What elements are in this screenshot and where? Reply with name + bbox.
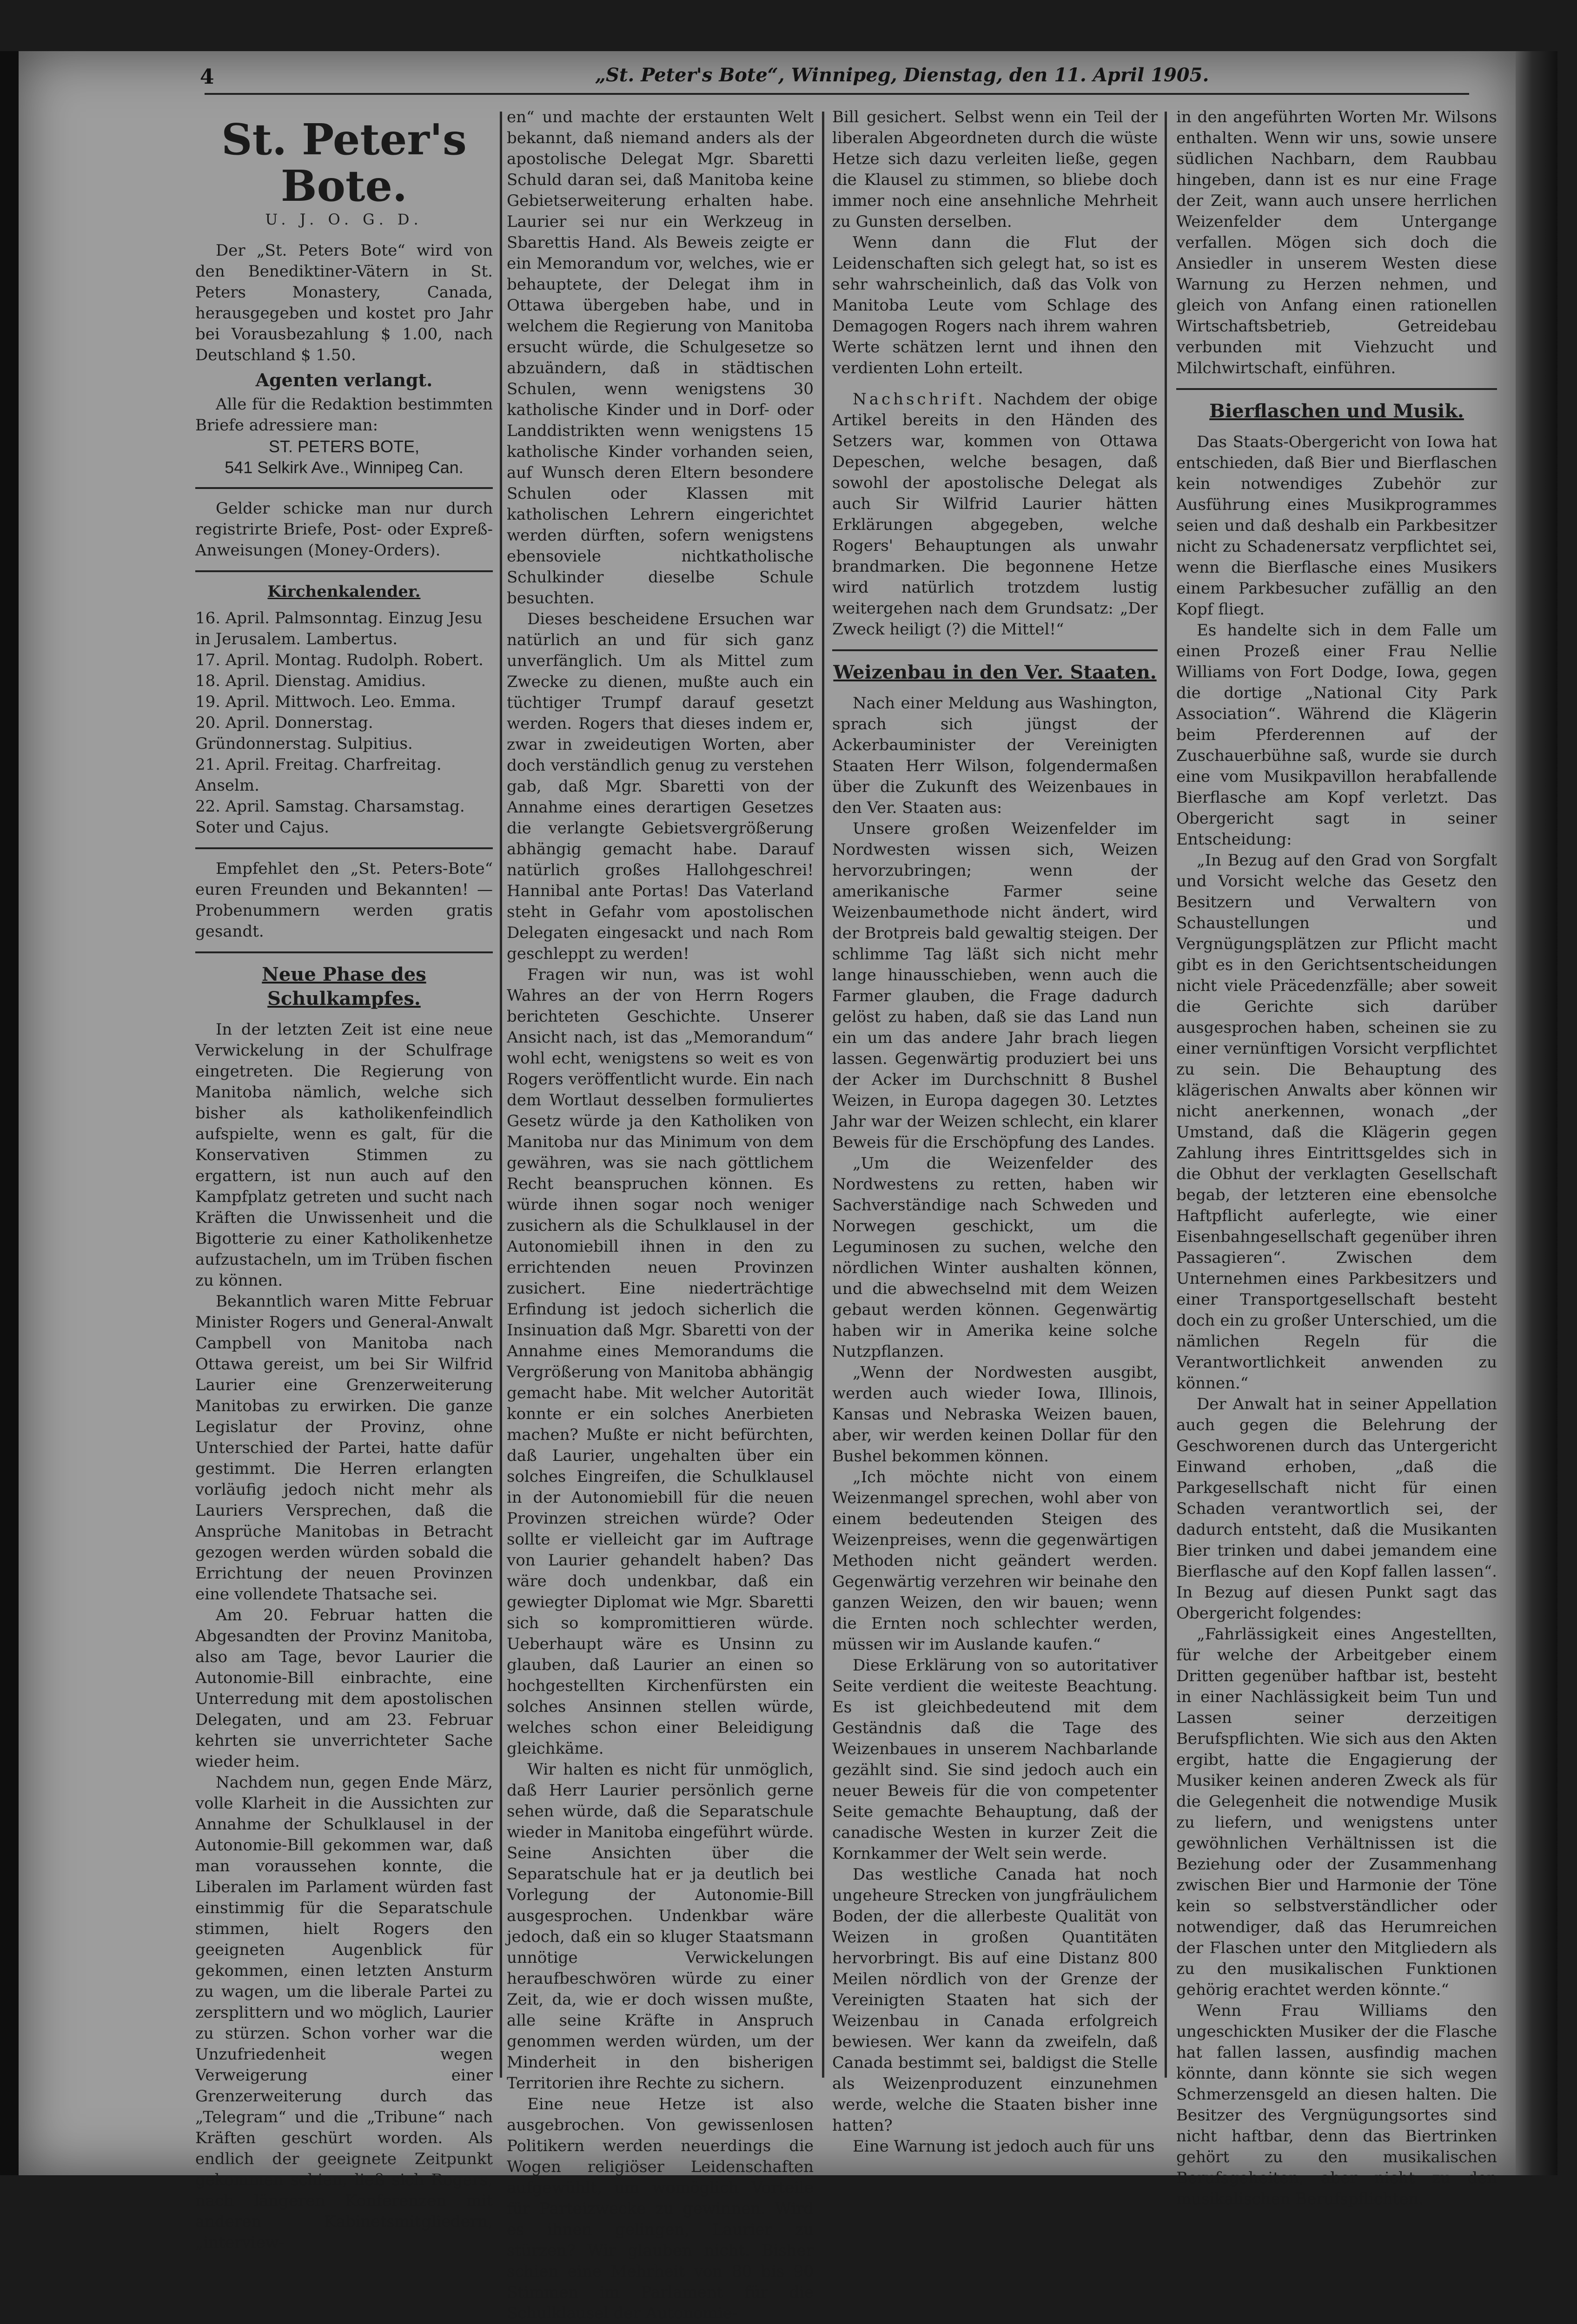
divider <box>195 951 493 953</box>
column-3 <box>832 107 1158 2156</box>
calendar-entry: 22. April. Samstag. Charsamstag. Soter und Cajus. <box>195 797 465 837</box>
calendar-entry: 21. April. Freitag. Charfreitag. Anselm. <box>195 755 442 795</box>
article-heading: Weizenbau in den Ver. Staaten. <box>833 661 1157 683</box>
page-number: 4 <box>200 65 214 89</box>
article-paragraph: Dieses bescheidene Ersuchen war natürlich an und für sich ganz unverfänglich. Um als Mittel zum Zwecke zu dienen, mußte auch ein tüchtiger Trumpf darauf gesetzt werden. Rogers that dieses indem er, zwar in zweideutigen Worten, aber doch verständlich genug zu verstehen gab, daß Mgr. Sbaretti von der Annahme eines derartigen Gesetzes die verlangte Gebietsvergrößerung abhängig gemacht habe. Darauf natürlich großes Hallohgeschrei! Hannibal ante Portas! Das Vaterland steht in Gefahr vom apostolischen Delegaten eingesackt und nach Rom geschleppt zu werden! <box>507 610 814 963</box>
article-paragraph: Nach einer Meldung aus Washington, sprach sich jüngst der Ackerbauminister der Vereinigten Staaten Herr Wilson, folgendermaßen über die Zukunft des Weizenbaues in den Ver. Staaten aus: <box>832 694 1158 817</box>
article-paragraph: Unsere großen Weizenfelder im Nordwesten wissen sich, Weizen hervorzubringen; wenn der amerikanische Farmer seine Weizenbaumethode nicht ändert, wird der Brotpreis bald gewaltig steigen. Der schlimme Tag läßt sich nicht mehr lange hinausschieben, wenn auch die Farmer glauben, die Frage dadurch gelöst zu haben, daß sie das Land nun ein um das andere Jahr brach liegen lassen. Gegenwärtig produziert bei uns der Acker im Durchschnitt 8 Bushel Weizen, in Europa dagegen 30. Letztes Jahr war der Weizen schlecht, ein klarer Beweis für die Erschöpfung des Landes. <box>832 819 1158 1152</box>
article-paragraph: Am 20. Februar hatten die Abgesandten der Provinz Manitoba, also am Tage, bevor Laurier die Autonomie-Bill einbrachte, eine Unterredung mit dem apostolischen Delegaten, und am 23. Februar kehrten sie unverrichteter Sache wieder heim. <box>195 1606 493 1771</box>
article-paragraph: Der Anwalt hat in seiner Appellation auch gegen die Belehrung der Geschworenen durch das Untergericht Einwand erhoben, „daß die Parkgesellschaft nicht für einen Schaden verantwortlich sei, der dadurch entsteht, daß die Musikanten Bier trinken und dabei jemandem eine Bierflasche auf den Kopf fallen lassen“. In Bezug auf diesen Punkt sagt das Obergericht folgendes: <box>1176 1395 1497 1623</box>
calendar-entry: 16. April. Palmsonntag. Einzug Jesu in Jerusalem. Lambertus. <box>195 609 483 648</box>
column-rule <box>500 112 502 2078</box>
address-intro: Alle für die Redaktion bestimmten Briefe adressiere man: <box>195 395 493 435</box>
article-paragraph: „Ich möchte nicht von einem Weizenmangel sprechen, wohl aber von einem bedeutenden Steigen des Weizenpreises, wenn die gegenwärtigen Methoden nicht geändert werden. Gegenwärtig verzehren wir beinahe den ganzen Weizen, den wir bauen; wenn die Ernten noch schlechter werden, müssen wir im Auslande kaufen.“ <box>832 1468 1158 1654</box>
article-paragraph: Wenn dann die Flut der Leidenschaften sich gelegt hat, so ist es sehr wahrscheinlich, daß das Volk von Manitoba Leute vom Schlage des Demagogen Rogers nach ihrem wahren Werte schätzen lernt und ihnen den verdienten Lohn erteilt. <box>832 233 1158 377</box>
article-paragraph: Diese Erklärung von so autoritativer Seite verdient die weiteste Beachtung. Es ist gleichbedeutend mit dem Geständnis daß die Tage des Weizenbaues in unserem Nachbarlande gezählt sind. Sie sind jedoch auch ein neuer Beweis für die von competenter Seite gemachte Behauptung, daß der canadische Westen in kurzer Zeit die Kornkammer der Welt sein werde. <box>832 1656 1158 1863</box>
article-paragraph: Bekanntlich waren Mitte Februar Minister Rogers und General-Anwalt Campbell von Manitoba nach Ottawa gereist, um bei Sir Wilfrid Laurier eine Grenzerweiterung Manitobas zu erwirken. Die ganze Legislatur der Provinz, ohne Unterschied der Partei, hatte dafür gestimmt. Die Herren erlangten vorläufig jedoch nicht mehr als Lauriers Versprechen, daß die Ansprüche Manitobas in Betracht gezogen werden würden sobald die Errichtung der neuen Provinzen eine vollendete Thatsache sei. <box>195 1292 493 1604</box>
column-2 <box>507 107 814 2323</box>
article-paragraph: „Fahrlässigkeit eines Angestellten, für welche der Arbeitgeber einem Dritten gegenüber haftbar ist, besteht in einer Nachlässigkeit beim Tun und Lassen seiner derzeitigen Berufspflichten. Wie sich aus den Akten ergibt, hatte die Engagierung der Musiker keinen anderen Zweck als für die Gelegenheit die notwendige Musik zu liefern, und wenigstens unter gewöhnlichen Verhältnissen ist die Beziehung oder der Zusammenhang zwischen Bier und Harmonie der Töne kein so selbstverständlicher oder notwendiger, daß das Herumreichen der Flaschen unter den Mitgliedern als zu den musikalischen Funktionen gehörig erachtet werden könnte.“ <box>1176 1625 1497 1999</box>
article-paragraph: „Um die Weizenfelder des Nordwestens zu retten, haben wir Sachverständige nach Schweden und Norwegen geschickt, um die Leguminosen zu suchen, welche den nördlichen Winter aushalten können, und die abwechselnd mit dem Weizen gebaut werden können. Gegenwärtig haben wir in Amerika keine solche Nutzpflanzen. <box>832 1154 1158 1361</box>
masthead-sub: U. J. O. G. D. <box>265 211 423 228</box>
calendar-title: Kirchenkalender. <box>267 582 421 601</box>
divider <box>195 487 493 489</box>
book-gutter <box>0 51 19 2175</box>
divider <box>832 649 1158 651</box>
agents-wanted: Agenten verlangt. <box>255 370 433 390</box>
postscript-label: Nachschrift. <box>853 390 986 409</box>
article-paragraph: en“ und machte der erstaunten Welt bekannt, daß niemand anders als der apostolische Delegat Mgr. Sbaretti Schuld daran sei, daß Manitoba keine Gebietserweiterung erhalten habe. Laurier sei nur ein Werkzeug in Sbarettis Hand. Als Beweis zeigte er ein Memorandum vor, welches, wie er behauptete, der Delegat ihm in Ottawa übergeben habe, und in welchem die Regierung von Manitoba ersucht würde, die Schulgesetze so abzuändern, daß in städtischen Schulen, wenn wenigstens 30 katholische Kinder und in Dorf- oder Landdistrikten wenn wenigstens 15 katholische Kinder vorhanden seien, auf Wunsch deren Eltern besondere Schulen oder Klassen mit katholischen Lehrern eingerichtet werden dürften, sofern wenigstens ebensoviele nichtkatholische Schulkinder dieselbe Schule besuchten. <box>507 108 814 607</box>
article-paragraph: „Wenn der Nordwesten ausgibt, werden auch wieder Iowa, Illinois, Kansas und Nebraska Weizen bauen, aber, wir werden keinen Dollar für den Bushel bekommen können. <box>832 1363 1158 1466</box>
article-paragraph: Eine Warnung ist jedoch auch für uns <box>853 2137 1155 2156</box>
article-paragraph: Wir halten es nicht für unmöglich, daß Herr Laurier persönlich gerne sehen würde, daß die Separatschule wieder in Manitoba eingeführt würde. Seine Ansichten über die Separatschule hat er ja deutlich bei Vorlegung der Autonomie-Bill ausgesprochen. Undenkbar wäre jedoch, daß ein so kluger Staatsmann unnötige Verwickelungen heraufbeschwören würde zu einer Zeit, da, wie er doch wissen mußte, alle seine Kräfte in Anspruch genommen werden würden, um der Minderheit in den bisherigen Territorien ihre Rechte zu sichern. <box>507 1760 814 2093</box>
divider <box>195 847 493 849</box>
article-paragraph: Das westliche Canada hat noch ungeheure Strecken von jungfräulichem Boden, der die allerbeste Qualität von Weizen in großen Quantitäten hervorbringt. Bis auf eine Distanz 800 Meilen nördlich von der Grenze der Vereinigten Staaten hat sich der Weizenbau in Canada erfolgreich bewiesen. Wer kann da zweifeln, daß Canada bestimmt sei, baldigst die Stelle als Weizenproduzent einzunehmen werde, welche die Staaten bisher inne hatten? <box>832 1865 1158 2135</box>
article-paragraph: „In Bezug auf den Grad von Sorgfalt und Vorsicht welche das Gesetz den Besitzern und Verwaltern von Schaustellungen und Vergnügungsplätzen zur Pflicht macht gibt es in den Gerichtsentscheidungen nicht viele Präcedenzfälle; aber soweit die Gerichte sich darüber ausgesprochen haben, scheinen sie zu einer vernünftigen Vorsicht verpflichtet zu sein. Die Behauptung des klägerischen Anwalts aber können wir nicht anerkennen, wonach „der Umstand, daß die Klägerin gegen Zahlung ihres Eintrittsgeldes sich in die Obhut der verklagten Gesellschaft begab, der letzteren eine ebensolche Haftpflicht auferlegte, wie einer Eisenbahngesellschaft gegenüber ihren Passagieren“. Zwischen dem Unternehmen eines Parkbesitzers und einer Transportgesellschaft besteht doch ein zu großer Unterschied, um die nämlichen Regeln für die Verantwortlichkeit anwenden zu können.“ <box>1176 851 1497 1393</box>
article-paragraph: Es handelte sich in dem Falle um einen Prozeß einer Frau Nellie Williams von Fort Dodge, Iowa, gegen die dortige „National City Park Association“. Während die Klägerin beim Pferderennen auf der Zuschauerbühne saß, wurde sie durch eine vom Musikpavillon herabfallende Bierflasche am Kopf verletzt. Das Obergericht sagt in seiner Entscheidung: <box>1176 621 1497 849</box>
column-rule <box>1165 112 1167 2078</box>
running-head: „St. Peter's Bote“, Winnipeg, Dienstag, den 11. April 1905. <box>595 64 1209 86</box>
address-name: ST. PETERS BOTE, <box>268 437 420 456</box>
article-paragraph: Eine neue Hetze ist also ausgebrochen. Von gewissenlosen Politikern werden neuerdings die Wogen religiöser Leidenschaften aufgewühlt, um womöglich Vorteile für Parteizwecke zu gewinnen. Wird es ihnen gelingen, Laurier zu stürzen? Wir glauben nicht. Bisher schien eine Mehrheit von 80 bis 90 Stimmen im Parlament für die Schulklausel der Autonomie- <box>507 2095 814 2323</box>
recommend-note: Empfehlet den „St. Peters-Bote“ euren Freunden und Bekannten! — Probenummern werden gratis gesandt. <box>195 859 493 941</box>
masthead: St. Peter's Bote. <box>221 114 467 211</box>
calendar-entry: 18. April. Dienstag. Amidius. <box>195 672 426 690</box>
divider <box>195 570 493 572</box>
article-heading: Neue Phase des Schulkampfes. <box>262 964 426 1010</box>
calendar-entry: 17. April. Montag. Rudolph. Robert. <box>195 651 484 669</box>
article-heading: Bierflaschen und Musik. <box>1209 400 1464 422</box>
column-rule <box>822 112 824 2078</box>
article-paragraph: in den angeführten Worten Mr. Wilsons enthalten. Wenn wir uns, sowie unsere südlichen Nachbarn, dem Raubbau hingeben, dann ist es nur eine Frage der Zeit, wann auch unsere herrlichen Weizenfelder dem Untergange verfallen. Mögen sich doch die Ansiedler in unserem Westen diese Warnung zu Herzen nehmen, und gleich von Anfang einen rationellen Wirtschaftsbetrieb, Getreidebau verbunden mit Viehzucht und Milchwirtschaft, einführen. <box>1176 108 1497 377</box>
column-4 <box>1176 107 1497 2208</box>
page-edge <box>1516 51 1557 2175</box>
postscript-text: Nachdem der obige Artikel bereits in den Händen des Setzers war, kommen von Ottawa Depeschen, welche besagen, daß sowohl der apostolische Delegat als auch Sir Wilfrid Laurier hätten Erklärungen abgegeben, welche Rogers' Behauptungen als unwahr brandmarken. Die begonnene Hetze wird natürlich trotzdem lustig weitergehen nach dem Grundsatz: „Der Zweck heiligt (?) die Mittel!“ <box>832 390 1158 639</box>
column-1 <box>195 107 493 2252</box>
article-paragraph: Bill gesichert. Selbst wenn ein Teil der liberalen Abgeordneten durch die wüste Hetze sich dazu verleiten ließe, gegen die Klausel zu stimmen, so bliebe doch immer noch eine ansehnliche Mehrheit zu Gunsten derselben. <box>832 108 1158 231</box>
article-paragraph: In der letzten Zeit ist eine neue Verwickelung in der Schulfrage eingetreten. Die Regierung von Manitoba nämlich, welche sich bisher als katholikenfeindlich aufspielte, wenn es galt, für die Konservativen Stimmen zu ergattern, ist nun auch auf den Kampfplatz getreten und sucht nach Kräften die Unwissenheit und die Bigotterie zu einer Katholikenhetze aufzustacheln, um im Trüben fischen zu können. <box>195 1020 493 1290</box>
church-calendar <box>195 608 493 838</box>
article-paragraph: Nachdem nun, gegen Ende März, volle Klarheit in die Aussichten zur Annahme der Schulklausel in der Autonomie-Bill gekommen war, daß man voraussehen konnte, die Liberalen im Parlament würden fast einstimmig für die Separatschule stimmen, hielt Rogers den geeigneten Augenblick für gekommen, einen letzten Ansturm zu wagen, um die liberale Partei zu zersplittern und wo möglich, Laurier zu stürzen. Schon vorher war die Unzufriedenheit wegen Verweigerung einer Grenzerweiterung durch das „Telegram“ und die „Tribune“ nach Kräften geschürt worden. Als endlich der geeignete Zeitpunkt gekommen schien, ließ sich Rogers, nach längeren Konferenzen mit anderen Kabinetsmitgliedern, „interview- <box>195 1773 493 2252</box>
article-paragraph: Das Staats-Obergericht von Iowa hat entschieden, daß Bier und Bierflaschen kein notwendiges Zubehör zur Ausführung eines Musikprogrammes seien und daß deshalb ein Parkbesitzer nicht zu Schadenersatz verpflichtet sei, wenn die Bierflasche eines Musikers einem Parkbesucher zufällig an den Kopf fliegt. <box>1176 433 1497 619</box>
divider <box>1176 388 1497 390</box>
article-paragraph: Fragen wir nun, was ist wohl Wahres an der von Herrn Rogers berichteten Geschichte. Unserer Ansicht nach, ist das „Memorandum“ wohl echt, wenigstens so weit es von Rogers veröffentlicht wurde. Ein nach dem Wortlaut desselben formuliertes Gesetz würde ja den Katholiken von Manitoba nur das Minimum von dem gewähren, was sie nach göttlichem Recht beanspruchen können. Es würde ihnen sogar noch weniger zusichern als die Schulklausel in der Autonomiebill ihnen in den zu errichtenden neuen Provinzen zusichert. Eine niederträchtige Erfindung ist jedoch sicherlich die Insinuation daß Mgr. Sbaretti von der Annahme eines Memorandums die Vergrößerung von Manitoba abhängig gemacht habe. Mit welcher Autorität konnte er ein solches Anerbieten machen? Mußte er nicht befürchten, daß Laurier, ungehalten über ein solches Eingreifen, die Schulklausel in der Autonomiebill für die neuen Provinzen streichen würde? Oder sollte er vielleicht gar im Auftrage von Laurier gehandelt haben? Das wäre doch undenkbar, daß ein gewiegter Diplomat wie Mgr. Sbaretti sich so kompromittieren würde. Ueberhaupt wäre es Unsinn zu glauben, daß Laurier an einen so hochgestellten Kirchenfürsten ein solches Ansinnen stellen würde, welches schon einer Beleidigung gleichkäme. <box>507 965 814 1758</box>
calendar-entry: 20. April. Donnerstag. Gründonnerstag. Sulpitius. <box>195 713 413 753</box>
money-note: Gelder schicke man nur durch registrirte Briefe, Post- oder Expreß-Anweisungen (Money-Orders). <box>195 499 493 560</box>
article-paragraph: Wenn Frau Williams den ungeschickten Musiker der die Flasche hat fallen lassen, ausfindig machen könnte, dann könnte sie sich wegen Schmerzensgeld an diesen halten. Die Besitzer des Vergnügungsortes sind nicht haftbar, denn das Biertrinken gehört zu den musikalischen Berufsgeheiten, aber nicht zu den musikalischen Berufspflichten. <box>1176 2001 1497 2208</box>
publisher-intro: Der „St. Peters Bote“ wird von den Benediktiner-Vätern in St. Peters Monastery, Canada, herausgegeben und kostet pro Jahr bei Vorausbezahlung $ 1.00, nach Deutschland $ 1.50. <box>195 241 493 364</box>
address-street: 541 Selkirk Ave., Winnipeg Can. <box>225 458 464 477</box>
calendar-entry: 19. April. Mittwoch. Leo. Emma. <box>195 693 456 711</box>
